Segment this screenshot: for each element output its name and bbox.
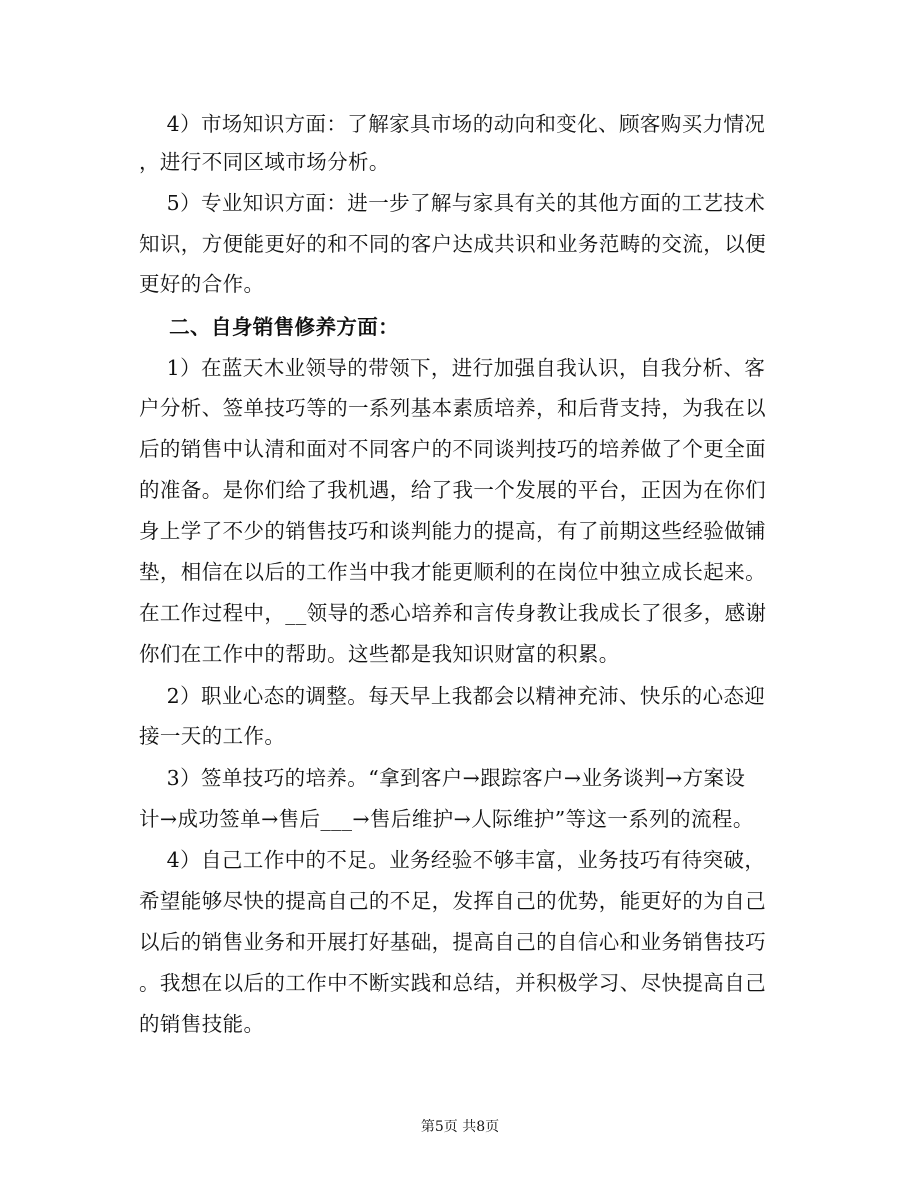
section-heading: 二、自身销售修养方面： bbox=[139, 315, 400, 339]
paragraph-line: 以后的销售业务和开展打好基础，提高自己的自信心和业务销售技巧 bbox=[139, 930, 766, 954]
paragraph-line: 4）自己工作中的不足。业务经验不够丰富，业务技巧有待突破， bbox=[139, 848, 766, 872]
paragraph-line: ，进行不同区域市场分析。 bbox=[139, 150, 390, 174]
paragraph-line: 。我想在以后的工作中不断实践和总结，并积极学习、尽快提高自己 bbox=[139, 971, 766, 995]
paragraph-line: 垫，相信在以后的工作当中我才能更顺利的在岗位中独立成长起来。 bbox=[139, 560, 766, 584]
paragraph-line: 在工作过程中，__领导的悉心培养和言传身教让我成长了很多，感谢 bbox=[139, 601, 767, 625]
paragraph-line: 知识，方便能更好的和不同的客户达成共识和业务范畴的交流，以便 bbox=[139, 232, 766, 256]
paragraph-line: 后的销售中认清和面对不同客户的不同谈判技巧的培养做了个更全面 bbox=[139, 437, 766, 461]
paragraph-line: 3）签单技巧的培养。“拿到客户→跟踪客户→业务谈判→方案设 bbox=[139, 766, 746, 790]
paragraph-line: 户分析、签单技巧等的一系列基本素质培养，和后背支持，为我在以 bbox=[139, 396, 766, 420]
paragraph-line: 的准备。是你们给了我机遇，给了我一个发展的平台，正因为在你们 bbox=[139, 478, 766, 502]
paragraph-line: 计→成功签单→售后___→售后维护→人际维护”等这一系列的流程。 bbox=[139, 807, 754, 831]
paragraph-line: 5）专业知识方面：进一步了解与家具有关的其他方面的工艺技术 bbox=[139, 191, 766, 215]
paragraph-line: 你们在工作中的帮助。这些都是我知识财富的积累。 bbox=[139, 642, 620, 666]
paragraph-line: 的销售技能。 bbox=[139, 1012, 265, 1036]
page-number-footer: 第5页 共8页 bbox=[420, 1119, 500, 1135]
paragraph-line: 身上学了不少的销售技巧和谈判能力的提高，有了前期这些经验做铺 bbox=[139, 519, 766, 543]
paragraph-line: 希望能够尽快的提高自己的不足，发挥自己的优势，能更好的为自己 bbox=[139, 889, 766, 913]
paragraph-line: 更好的合作。 bbox=[139, 272, 265, 296]
paragraph-line: 接一天的工作。 bbox=[139, 724, 286, 748]
paragraph-line: 2）职业心态的调整。每天早上我都会以精神充沛、快乐的心态迎 bbox=[139, 684, 766, 708]
paragraph-line: 1）在蓝天木业领导的带领下，进行加强自我认识，自我分析、客 bbox=[139, 356, 766, 380]
paragraph-line: 4）市场知识方面：了解家具市场的动向和变化、顾客购买力情况 bbox=[139, 112, 766, 136]
